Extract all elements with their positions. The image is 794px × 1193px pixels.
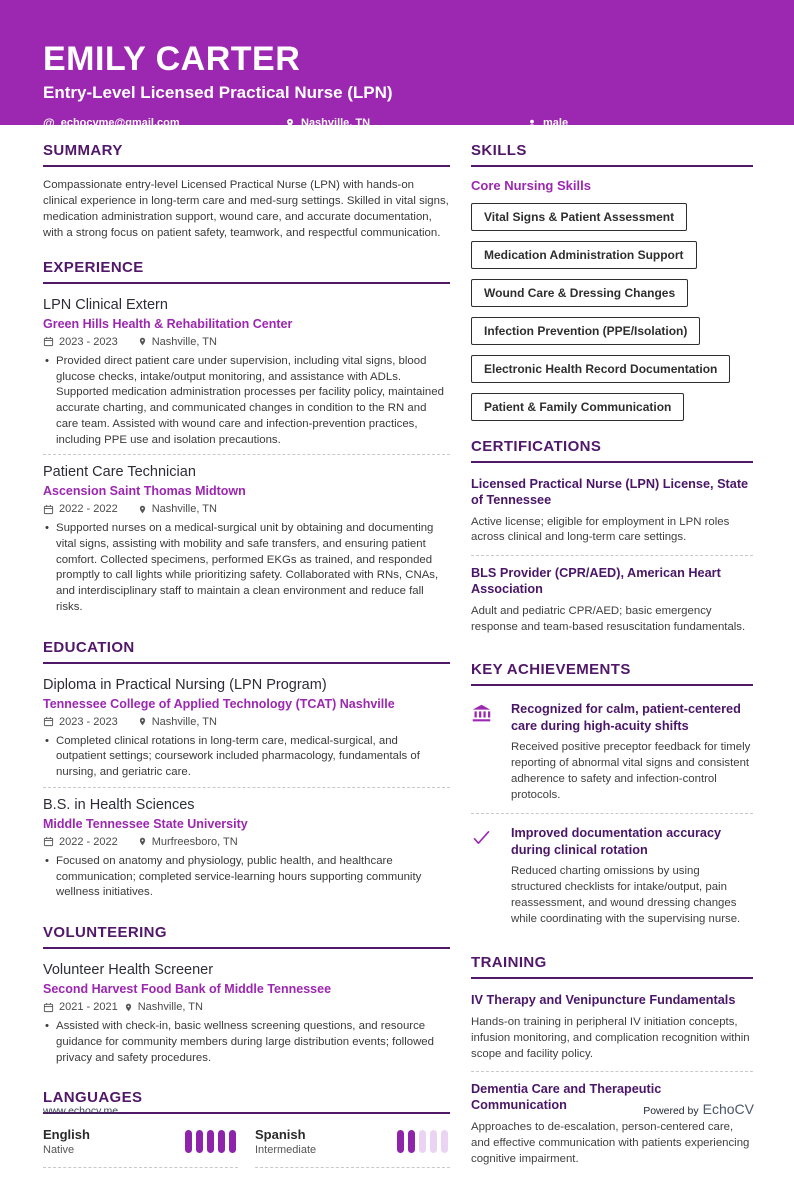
- language-name: English: [43, 1127, 90, 1143]
- section-training: [471, 954, 753, 1176]
- education-item: [43, 787, 450, 907]
- skills-group-label: Core Nursing Skills: [471, 178, 591, 193]
- echocv-brand: EchoCV: [702, 1101, 754, 1117]
- education-item: [43, 675, 450, 787]
- experience-heading: EXPERIENCE: [43, 259, 450, 284]
- achievement-item: [471, 813, 753, 937]
- experience-item: [43, 454, 450, 621]
- person-name: EMILY CARTER: [43, 40, 301, 78]
- training-name: IV Therapy and Venipuncture Fundamentals: [471, 993, 736, 1008]
- education-bullets: [43, 734, 450, 781]
- bank-icon: [471, 701, 511, 803]
- education-location: Murfreesboro, TN: [151, 835, 238, 848]
- experience-meta: [43, 336, 450, 348]
- education-degree: B.S. in Health Sciences: [43, 796, 195, 813]
- achievement-title: Recognized for calm, patient-centered care during high-acuity shifts: [511, 702, 741, 733]
- experience-role: LPN Clinical Extern: [43, 296, 168, 313]
- training-item: [471, 990, 753, 1071]
- volunteering-dates: 2021 - 2021: [59, 1001, 118, 1014]
- skill-chip: Patient & Family Communication: [471, 393, 684, 421]
- experience-meta: [43, 503, 450, 515]
- powered-by: [643, 1101, 754, 1117]
- footer: [43, 1101, 754, 1117]
- language-item: [255, 1125, 450, 1168]
- achievement-desc: Received positive preceptor feedback for timely reporting of abnormal vital signs and consistent adherence to safety and infection-control protocols.: [511, 741, 751, 801]
- experience-bullets: [43, 354, 450, 448]
- gender-text: male: [543, 117, 569, 129]
- education-dates: 2023 - 2023: [59, 715, 118, 728]
- section-education: [43, 639, 450, 907]
- section-achievements: [471, 661, 753, 937]
- location-pin-icon: [138, 716, 147, 727]
- level-bar-filled: [397, 1130, 404, 1153]
- training-item: [471, 1071, 753, 1176]
- language-labels: [255, 1127, 316, 1156]
- experience-company: Ascension Saint Thomas Midtown: [43, 484, 246, 499]
- achievement-desc: Reduced charting omissions by using structured checklists for intake/output, pain reassessment, and wound dressing changes while coordinating with the supervising nurse.: [511, 865, 741, 925]
- languages-list: [43, 1125, 450, 1168]
- training-heading: TRAINING: [471, 954, 753, 979]
- language-level: Intermediate: [255, 1144, 317, 1157]
- education-meta: [43, 716, 450, 728]
- calendar-icon: [43, 836, 54, 847]
- experience-role: Patient Care Technician: [43, 464, 196, 481]
- language-name: Spanish: [255, 1127, 306, 1143]
- language-level: Native: [43, 1144, 75, 1157]
- summary-heading: SUMMARY: [43, 142, 450, 167]
- check-icon: [471, 825, 511, 927]
- location-pin-icon: [138, 504, 147, 515]
- location-pair: [138, 836, 238, 848]
- certification-desc: Adult and pediatric CPR/AED; basic emergency response and team-based resuscitation fundamentals.: [471, 604, 746, 633]
- achievement-item: [471, 697, 753, 813]
- certification-name: BLS Provider (CPR/AED), American Heart Association: [471, 566, 721, 597]
- level-bar-filled: [229, 1130, 236, 1153]
- education-school: Middle Tennessee State University: [43, 816, 248, 831]
- skill-chip: Vital Signs & Patient Assessment: [471, 203, 687, 231]
- experience-item: [43, 295, 450, 454]
- contact-gender: [527, 117, 568, 129]
- volunteering-org: Second Harvest Food Bank of Middle Tennessee: [43, 982, 332, 997]
- summary-text: Compassionate entry-level Licensed Practical Nurse (LPN) with hands-on clinical experience in long-term care and med-surg settings. Skilled in vital signs, medication administration support, wound care, and accurate documentation, with a strong focus on patient safety, teamwork, and respectful communication.: [43, 179, 449, 239]
- calendar-icon: [43, 716, 54, 727]
- location-pair: [138, 336, 217, 348]
- left-column: [43, 142, 450, 1193]
- skills-chip-list: [471, 203, 753, 421]
- volunteering-meta: [43, 1001, 450, 1013]
- education-heading: EDUCATION: [43, 639, 450, 664]
- location-pin-icon: [124, 1002, 133, 1013]
- language-item: [43, 1125, 238, 1168]
- level-bar-filled: [218, 1130, 225, 1153]
- training-desc: Approaches to de-escalation, person-centered care, and effective communication with patients experiencing cognitive impairment.: [471, 1121, 750, 1165]
- experience-dates: 2022 - 2022: [59, 503, 118, 516]
- language-level-bars: [397, 1130, 448, 1153]
- section-certifications: [471, 438, 753, 644]
- calendar-icon: [43, 504, 54, 515]
- achievement-body: [511, 701, 753, 803]
- section-volunteering: [43, 924, 450, 1072]
- experience-dates: 2023 - 2023: [59, 335, 118, 348]
- level-bar-empty: [419, 1130, 426, 1153]
- volunteering-item: [43, 960, 450, 1072]
- training-name: Dementia Care and Therapeutic Communication: [471, 1082, 662, 1113]
- level-bar-empty: [430, 1130, 437, 1153]
- skill-chip: Infection Prevention (PPE/Isolation): [471, 317, 700, 345]
- skills-heading: SKILLS: [471, 142, 753, 167]
- level-bar-filled: [408, 1130, 415, 1153]
- achievements-heading: KEY ACHIEVEMENTS: [471, 661, 753, 686]
- footer-site-url: www.echocv.me: [43, 1105, 119, 1117]
- dates-pair: [43, 503, 118, 515]
- powered-by-prefix: Powered by: [643, 1105, 699, 1117]
- location-pin-icon: [138, 836, 147, 847]
- skill-chip: Medication Administration Support: [471, 241, 697, 269]
- experience-company: Green Hills Health & Rehabilitation Center: [43, 316, 293, 331]
- certifications-heading: CERTIFICATIONS: [471, 438, 753, 463]
- level-bar-filled: [185, 1130, 192, 1153]
- education-degree: Diploma in Practical Nursing (LPN Program): [43, 676, 327, 693]
- person-icon: [527, 118, 537, 129]
- language-level-bars: [185, 1130, 236, 1153]
- certification-name: Licensed Practical Nurse (LPN) License, State of Tennessee: [471, 477, 749, 507]
- section-skills: [471, 142, 753, 421]
- dates-pair: [43, 336, 118, 348]
- education-school: Tennessee College of Applied Technology (TCAT) Nashville: [43, 696, 395, 711]
- languages-heading: LANGUAGES: [43, 1089, 450, 1114]
- location-text: Nashville, TN: [301, 117, 371, 129]
- education-bullet: • Completed clinical rotations in long-term care, medical-surgical, and outpatient settings; coursework included pharmacology, fundamentals of nursing, and geriatric care.: [43, 734, 450, 781]
- email-at-icon: @: [43, 116, 55, 130]
- achievement-title: Improved documentation accuracy during clinical rotation: [511, 826, 722, 857]
- calendar-icon: [43, 336, 54, 347]
- location-pair: [138, 503, 217, 515]
- volunteering-bullets: [43, 1019, 450, 1066]
- section-experience: [43, 259, 450, 622]
- location-pair: [124, 1001, 203, 1013]
- volunteering-location: Nashville, TN: [137, 1001, 203, 1014]
- certification-item: [471, 555, 753, 644]
- training-desc: Hands-on training in peripheral IV initiation concepts, infusion monitoring, and complication recognition within scope and facility policy.: [471, 1016, 750, 1060]
- achievement-body: [511, 825, 753, 927]
- volunteering-heading: VOLUNTEERING: [43, 924, 450, 949]
- certification-item: [471, 474, 753, 555]
- right-column: [471, 142, 753, 1193]
- experience-bullets: [43, 521, 450, 615]
- level-bar-filled: [196, 1130, 203, 1153]
- contact-email: [43, 116, 285, 130]
- skill-chip: Electronic Health Record Documentation: [471, 355, 730, 383]
- volunteering-bullet: • Assisted with check-in, basic wellness screening questions, and resource guidance for community members during large distribution events; followed privacy and safety procedures.: [43, 1019, 450, 1066]
- education-dates: 2022 - 2022: [59, 835, 118, 848]
- level-bar-empty: [441, 1130, 448, 1153]
- dates-pair: [43, 1001, 118, 1013]
- experience-location: Nashville, TN: [151, 503, 217, 516]
- language-labels: [43, 1127, 90, 1156]
- education-meta: [43, 836, 450, 848]
- section-summary: [43, 142, 450, 242]
- email-text: echocvme@gmail.com: [60, 117, 180, 129]
- certification-desc: Active license; eligible for employment in LPN roles across clinical and long-term care settings.: [471, 515, 730, 544]
- person-job-title: Entry-Level Licensed Practical Nurse (LPN): [43, 83, 393, 102]
- experience-bullet: • Supported nurses on a medical-surgical unit by obtaining and documenting vital signs, assisting with mobility and safe transfers, and ensuring patient comfort. Collected specimens, performed EKGs as trained, and responded promptly to call lights while prioritizing safety. Collaborated with RNs, CNAs, and interdisciplinary staff to maintain a clean environment and reduce fall risks.: [43, 521, 450, 615]
- education-bullet: • Focused on anatomy and physiology, public health, and healthcare communication; completed service-learning hours supporting community wellness initiatives.: [43, 854, 450, 901]
- education-location: Nashville, TN: [151, 715, 217, 728]
- calendar-icon: [43, 1002, 54, 1013]
- volunteering-role: Volunteer Health Screener: [43, 962, 214, 979]
- header: [0, 0, 794, 130]
- dates-pair: [43, 836, 118, 848]
- contact-location: [285, 117, 527, 129]
- experience-location: Nashville, TN: [151, 335, 217, 348]
- location-pin-icon: [138, 336, 147, 347]
- dates-pair: [43, 716, 118, 728]
- location-pin-icon: [285, 117, 295, 129]
- experience-bullet: • Provided direct patient care under supervision, including vital signs, blood glucose checks, intake/output monitoring, and assistance with ADLs. Supported medication administration processes per facility policy, maintained accurate charting, and communicated changes in condition to the RN and care team. Assisted with wound care and infection-prevention practices, including PPE use and isolation precautions.: [43, 354, 450, 448]
- education-bullets: [43, 854, 450, 901]
- level-bar-filled: [207, 1130, 214, 1153]
- main-content: [0, 125, 794, 1193]
- location-pair: [138, 716, 217, 728]
- skill-chip: Wound Care & Dressing Changes: [471, 279, 688, 307]
